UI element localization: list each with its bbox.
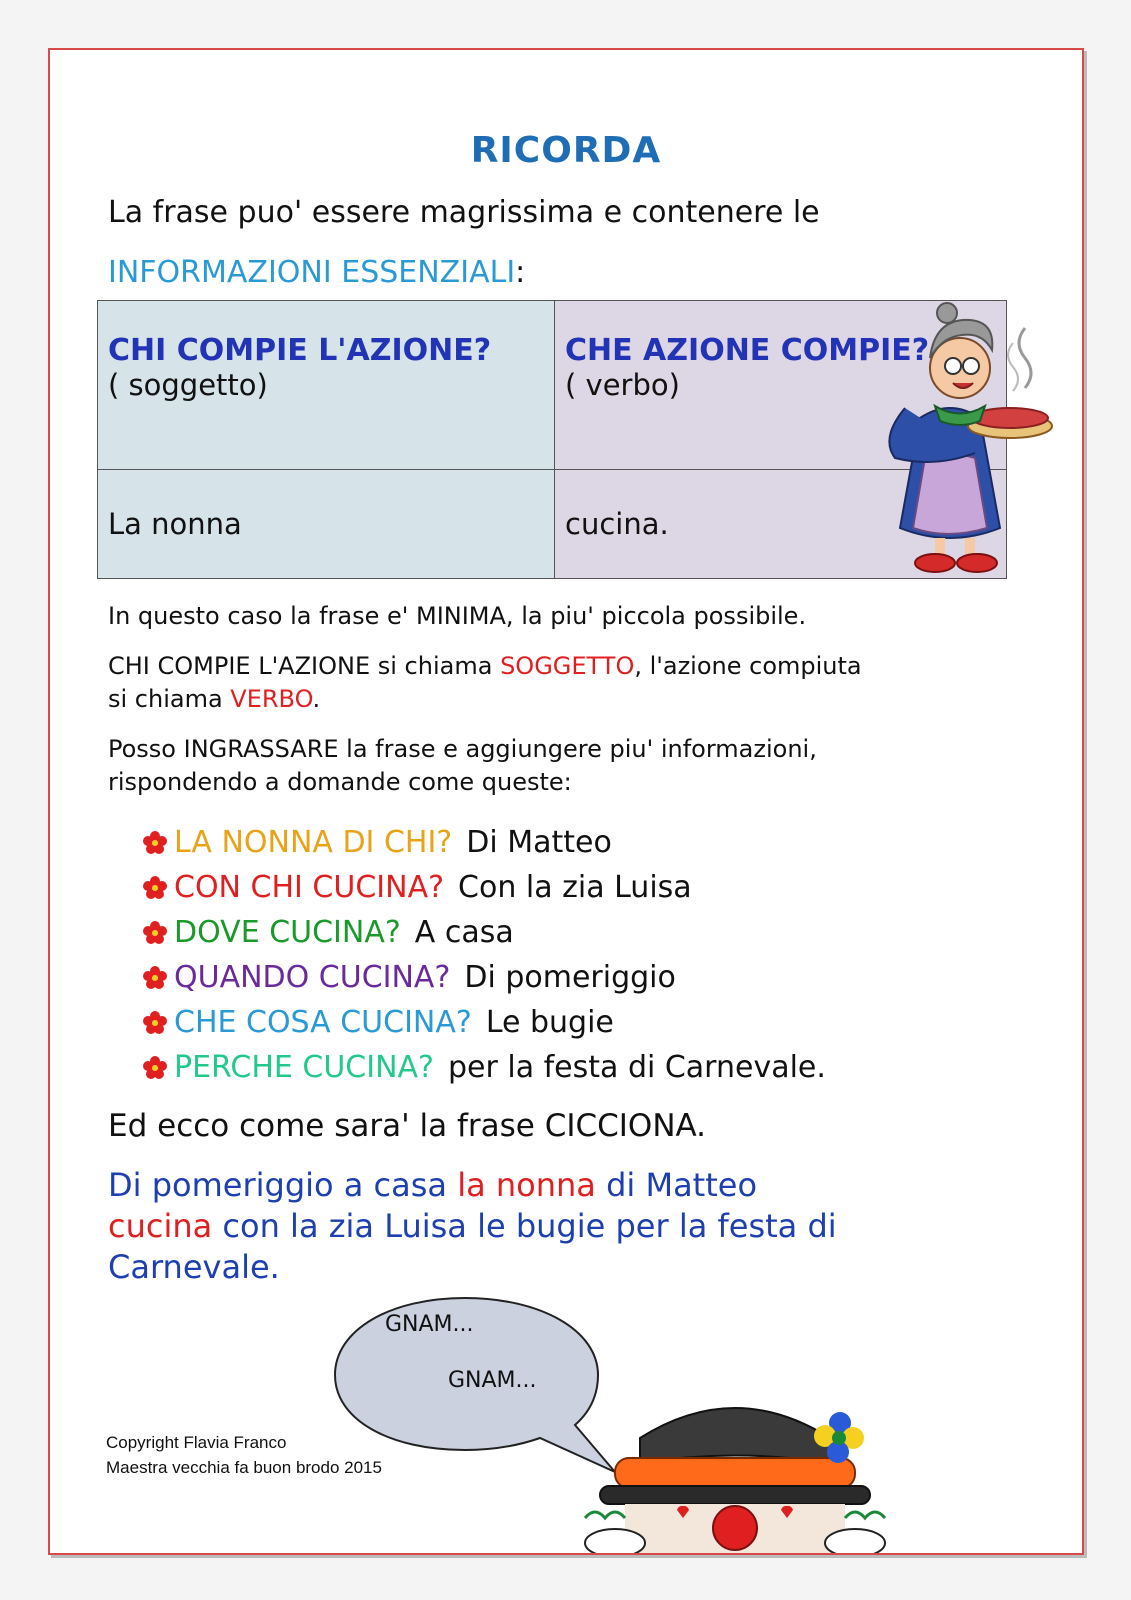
answer-text: Di pomeriggio — [464, 960, 676, 995]
grandma-illustration — [865, 288, 1065, 583]
worksheet-page — [48, 48, 1084, 1555]
cell-verb-example: cucina. — [555, 470, 1007, 579]
bubble-text-2: GNAM... — [448, 1368, 537, 1393]
answer-text: A casa — [414, 915, 514, 950]
essential-info-heading: INFORMAZIONI ESSENZIALI — [108, 255, 516, 290]
question-list — [142, 820, 826, 1090]
question-text: CON CHI CUCINA? — [174, 870, 445, 905]
flower-bullet-icon — [142, 965, 168, 991]
answer-text: Con la zia Luisa — [458, 870, 692, 905]
final-part3: di Matteo — [595, 1166, 758, 1204]
soggetto-keyword: SOGGETTO — [500, 652, 635, 680]
list-item — [142, 820, 826, 865]
paragraph-minimal: In questo caso la frase e' MINIMA, la piu' piccola possibile. — [108, 602, 807, 630]
paragraph-subject-verb — [108, 650, 1008, 716]
intro-line — [108, 195, 820, 230]
answer-text: Le bugie — [485, 1005, 614, 1040]
subject-question: CHI COMPIE L'AZIONE? — [108, 333, 492, 368]
intro-colon: : — [515, 255, 526, 290]
final-verb: cucina — [108, 1207, 213, 1245]
verbo-keyword: VERBO — [230, 685, 313, 713]
clown-illustration — [555, 1368, 925, 1553]
flower-bullet-icon — [142, 875, 168, 901]
question-text: DOVE CUCINA? — [174, 915, 401, 950]
verb-role: ( verbo) — [565, 368, 680, 402]
final-subject: la nonna — [457, 1166, 596, 1204]
list-item — [142, 865, 826, 910]
bubble-text-1: GNAM... — [385, 1312, 474, 1337]
flower-bullet-icon — [142, 830, 168, 856]
paragraph-expand — [108, 733, 1008, 799]
copyright-notice — [106, 1430, 382, 1480]
flower-bullet-icon — [142, 920, 168, 946]
page-title: RICORDA — [470, 130, 662, 171]
conclusion-line: Ed ecco come sara' la frase CICCIONA. — [108, 1108, 707, 1144]
list-item — [142, 1045, 826, 1090]
final-part5: con la zia Luisa le bugie per la festa di Carnevale. — [108, 1207, 837, 1286]
answer-text: Di Matteo — [466, 825, 612, 860]
copyright-line1: Copyright Flavia Franco — [106, 1433, 287, 1452]
p2-text-d: . — [312, 685, 321, 713]
flower-bullet-icon — [142, 1055, 168, 1081]
answer-text: per la festa di Carnevale. — [447, 1050, 826, 1085]
p2-text-a: CHI COMPIE L'AZIONE si chiama — [108, 652, 501, 680]
list-item — [142, 955, 826, 1000]
question-text: LA NONNA DI CHI? — [174, 825, 453, 860]
verb-question: CHE AZIONE COMPIE? — [565, 333, 930, 368]
intro-highlight-line — [108, 255, 525, 290]
flower-bullet-icon — [142, 1010, 168, 1036]
question-text: QUANDO CUCINA? — [174, 960, 451, 995]
p2-text-c: si chiama — [108, 685, 231, 713]
final-part1: Di pomeriggio a casa — [108, 1166, 458, 1204]
cell-subject-example: La nonna — [98, 470, 555, 579]
p3-text-a: Posso INGRASSARE la frase e aggiungere piu' informazioni, — [108, 735, 817, 763]
final-sentence — [108, 1165, 1008, 1288]
copyright-line2: Maestra vecchia fa buon brodo 2015 — [106, 1458, 382, 1477]
p2-text-b: , l'azione compiuta — [634, 652, 862, 680]
list-item — [142, 910, 826, 955]
cell-subject-question — [98, 301, 555, 470]
list-item — [142, 1000, 826, 1045]
intro-text: La frase puo' essere magrissima e contenere le — [108, 195, 820, 230]
question-text: PERCHE CUCINA? — [174, 1050, 434, 1085]
p3-text-b: rispondendo a domande come queste: — [108, 768, 572, 796]
question-text: CHE COSA CUCINA? — [174, 1005, 472, 1040]
subject-role: ( soggetto) — [108, 368, 268, 402]
